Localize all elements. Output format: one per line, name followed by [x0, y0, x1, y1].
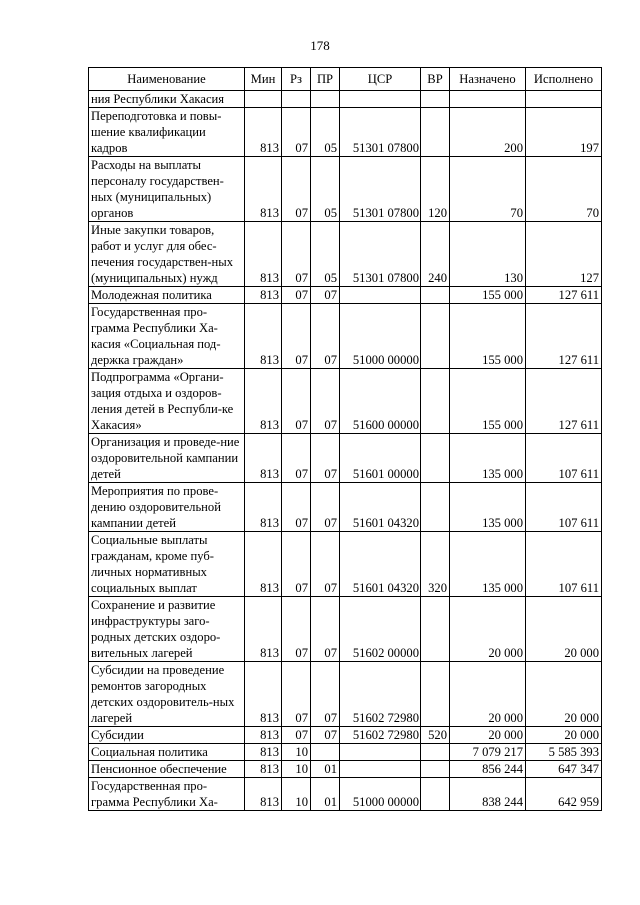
- cell-csr: 51602 72980: [340, 662, 421, 727]
- cell-min: 813: [245, 369, 282, 434]
- table-header-row: [89, 68, 602, 91]
- cell-vr: 120: [421, 157, 450, 222]
- cell-executed: 127: [526, 222, 602, 287]
- table-row: [89, 157, 602, 222]
- cell-name: Государственная про-грамма Республики Ха-: [89, 778, 245, 811]
- table-row: [89, 369, 602, 434]
- cell-executed: 20 000: [526, 727, 602, 744]
- cell-min: 813: [245, 761, 282, 778]
- cell-csr: 51602 00000: [340, 597, 421, 662]
- cell-rz: 07: [282, 287, 311, 304]
- cell-min: 813: [245, 662, 282, 727]
- table-row: [89, 778, 602, 811]
- cell-planned: 135 000: [450, 532, 526, 597]
- table-row: [89, 597, 602, 662]
- cell-pr: 07: [311, 532, 340, 597]
- cell-csr: [340, 287, 421, 304]
- cell-rz: 10: [282, 744, 311, 761]
- cell-name: Субсидии на проведение ремонтов загородных детских оздоровитель-ных лагерей: [89, 662, 245, 727]
- cell-planned: [450, 91, 526, 108]
- cell-executed: 127 611: [526, 287, 602, 304]
- cell-pr: 07: [311, 727, 340, 744]
- table-row: [89, 761, 602, 778]
- cell-csr: [340, 744, 421, 761]
- cell-vr: [421, 597, 450, 662]
- cell-csr: 51602 72980: [340, 727, 421, 744]
- cell-vr: [421, 287, 450, 304]
- table-row: [89, 91, 602, 108]
- cell-vr: [421, 662, 450, 727]
- cell-planned: 7 079 217: [450, 744, 526, 761]
- cell-name: Организация и проведе-ние оздоровительной кампании детей: [89, 434, 245, 483]
- cell-rz: 10: [282, 778, 311, 811]
- cell-min: 813: [245, 108, 282, 157]
- header-rz: Рз: [282, 68, 311, 91]
- cell-vr: [421, 434, 450, 483]
- cell-executed: 20 000: [526, 662, 602, 727]
- cell-executed: 20 000: [526, 597, 602, 662]
- cell-rz: 07: [282, 434, 311, 483]
- cell-vr: [421, 778, 450, 811]
- cell-planned: 70: [450, 157, 526, 222]
- cell-pr: [311, 91, 340, 108]
- cell-vr: [421, 483, 450, 532]
- cell-executed: 127 611: [526, 304, 602, 369]
- cell-rz: 07: [282, 662, 311, 727]
- cell-name: Государственная про-грамма Республики Ха-касия «Социальная под-держка граждан»: [89, 304, 245, 369]
- table-row: [89, 727, 602, 744]
- cell-csr: 51000 00000: [340, 778, 421, 811]
- cell-rz: [282, 91, 311, 108]
- cell-min: 813: [245, 744, 282, 761]
- cell-vr: [421, 761, 450, 778]
- header-csr: ЦСР: [340, 68, 421, 91]
- cell-min: 813: [245, 287, 282, 304]
- cell-pr: 05: [311, 108, 340, 157]
- cell-csr: [340, 761, 421, 778]
- cell-csr: 51600 00000: [340, 369, 421, 434]
- cell-rz: 07: [282, 108, 311, 157]
- cell-pr: 07: [311, 483, 340, 532]
- cell-vr: 320: [421, 532, 450, 597]
- cell-pr: 05: [311, 157, 340, 222]
- cell-name: ния Республики Хакасия: [89, 91, 245, 108]
- cell-pr: 01: [311, 761, 340, 778]
- cell-vr: [421, 91, 450, 108]
- cell-vr: [421, 744, 450, 761]
- cell-min: 813: [245, 532, 282, 597]
- cell-rz: 07: [282, 222, 311, 287]
- header-vr: ВР: [421, 68, 450, 91]
- cell-name: Социальная политика: [89, 744, 245, 761]
- cell-rz: 07: [282, 597, 311, 662]
- header-planned: Назначено: [450, 68, 526, 91]
- cell-planned: 200: [450, 108, 526, 157]
- cell-min: 813: [245, 304, 282, 369]
- cell-name: Иные закупки товаров, работ и услуг для обес-печения государствен-ных (муниципальных) нужд: [89, 222, 245, 287]
- cell-vr: [421, 108, 450, 157]
- header-executed: Исполнено: [526, 68, 602, 91]
- cell-csr: [340, 91, 421, 108]
- header-name: Наименование: [89, 68, 245, 91]
- cell-planned: 20 000: [450, 662, 526, 727]
- cell-name: Социальные выплаты гражданам, кроме пуб-личных нормативных социальных выплат: [89, 532, 245, 597]
- cell-executed: 647 347: [526, 761, 602, 778]
- cell-min: 813: [245, 222, 282, 287]
- table-row: [89, 304, 602, 369]
- table-row: [89, 744, 602, 761]
- cell-name: Сохранение и развитие инфраструктуры заго-родных детских оздоро-вительных лагерей: [89, 597, 245, 662]
- cell-vr: [421, 369, 450, 434]
- cell-min: 813: [245, 434, 282, 483]
- cell-rz: 07: [282, 369, 311, 434]
- table-row: [89, 287, 602, 304]
- cell-rz: 07: [282, 483, 311, 532]
- cell-pr: [311, 744, 340, 761]
- cell-pr: 07: [311, 662, 340, 727]
- cell-min: [245, 91, 282, 108]
- cell-vr: 240: [421, 222, 450, 287]
- cell-planned: 155 000: [450, 287, 526, 304]
- cell-rz: 07: [282, 157, 311, 222]
- page-number: 178: [310, 38, 330, 53]
- cell-name: Переподготовка и повы-шение квалификации кадров: [89, 108, 245, 157]
- cell-name: Пенсионное обеспечение: [89, 761, 245, 778]
- cell-planned: 135 000: [450, 434, 526, 483]
- cell-executed: 107 611: [526, 434, 602, 483]
- cell-name: Расходы на выплаты персоналу государствен-ных (муниципальных) органов: [89, 157, 245, 222]
- cell-pr: 07: [311, 597, 340, 662]
- cell-planned: 20 000: [450, 727, 526, 744]
- cell-pr: 07: [311, 304, 340, 369]
- cell-csr: 51301 07800: [340, 157, 421, 222]
- cell-name: Мероприятия по прове-дению оздоровительной кампании детей: [89, 483, 245, 532]
- cell-planned: 155 000: [450, 304, 526, 369]
- cell-min: 813: [245, 727, 282, 744]
- cell-pr: 07: [311, 369, 340, 434]
- cell-vr: [421, 304, 450, 369]
- cell-executed: 197: [526, 108, 602, 157]
- header-pr: ПР: [311, 68, 340, 91]
- cell-executed: 107 611: [526, 483, 602, 532]
- cell-csr: 51301 07800: [340, 222, 421, 287]
- cell-executed: 107 611: [526, 532, 602, 597]
- cell-rz: 10: [282, 761, 311, 778]
- cell-executed: 70: [526, 157, 602, 222]
- cell-csr: 51601 04320: [340, 532, 421, 597]
- cell-executed: 127 611: [526, 369, 602, 434]
- cell-csr: 51000 00000: [340, 304, 421, 369]
- cell-planned: 135 000: [450, 483, 526, 532]
- table-row: [89, 662, 602, 727]
- cell-planned: 155 000: [450, 369, 526, 434]
- cell-pr: 05: [311, 222, 340, 287]
- cell-planned: 856 244: [450, 761, 526, 778]
- budget-table: [88, 67, 602, 811]
- cell-planned: 838 244: [450, 778, 526, 811]
- cell-rz: 07: [282, 532, 311, 597]
- table-row: [89, 222, 602, 287]
- cell-executed: [526, 91, 602, 108]
- cell-name: Подпрограмма «Органи-зация отдыха и оздоров-ления детей в Республи-ке Хакасия»: [89, 369, 245, 434]
- cell-min: 813: [245, 597, 282, 662]
- cell-pr: 07: [311, 434, 340, 483]
- cell-pr: 01: [311, 778, 340, 811]
- cell-csr: 51301 07800: [340, 108, 421, 157]
- table-row: [89, 532, 602, 597]
- cell-min: 813: [245, 157, 282, 222]
- table-row: [89, 483, 602, 532]
- cell-csr: 51601 00000: [340, 434, 421, 483]
- cell-rz: 07: [282, 727, 311, 744]
- cell-executed: 5 585 393: [526, 744, 602, 761]
- cell-min: 813: [245, 483, 282, 532]
- cell-planned: 130: [450, 222, 526, 287]
- cell-name: Субсидии: [89, 727, 245, 744]
- cell-executed: 642 959: [526, 778, 602, 811]
- cell-planned: 20 000: [450, 597, 526, 662]
- cell-rz: 07: [282, 304, 311, 369]
- cell-vr: 520: [421, 727, 450, 744]
- cell-name: Молодежная политика: [89, 287, 245, 304]
- table-row: [89, 108, 602, 157]
- cell-csr: 51601 04320: [340, 483, 421, 532]
- header-min: Мин: [245, 68, 282, 91]
- cell-min: 813: [245, 778, 282, 811]
- table-row: [89, 434, 602, 483]
- cell-pr: 07: [311, 287, 340, 304]
